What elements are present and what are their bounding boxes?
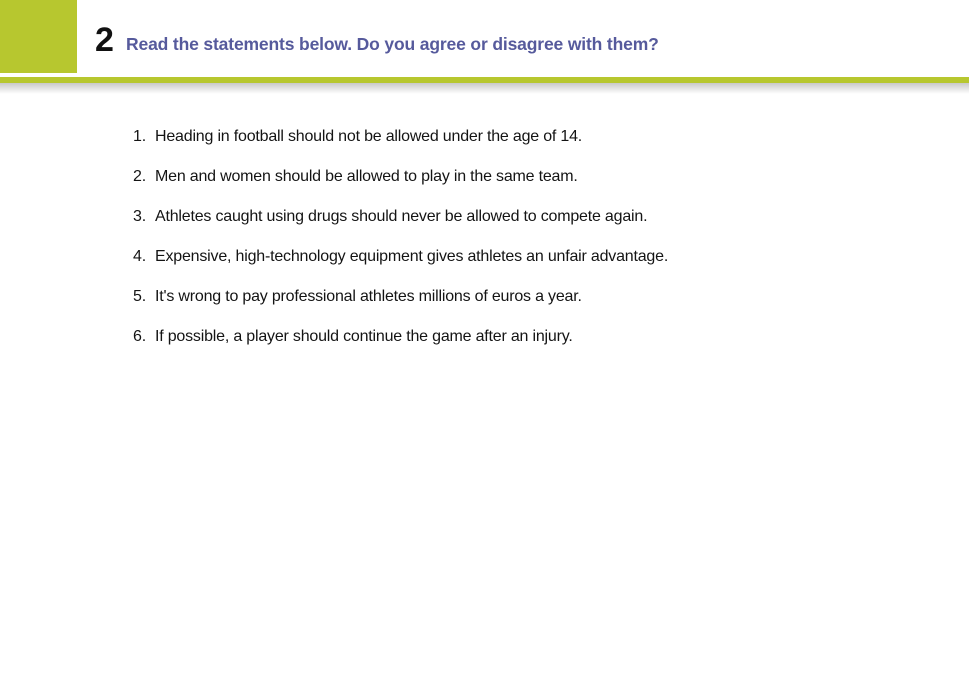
statement-item [133,127,668,147]
accent-corner-square [0,0,77,73]
statement-item [133,167,668,187]
statement-text: Athletes caught using drugs should never be allowed to compete again. [155,208,648,225]
statement-text: It's wrong to pay professional athletes millions of euros a year. [155,288,582,305]
statement-number: 1. [133,128,146,145]
statement-item [133,327,668,347]
statement-number: 2. [133,168,146,185]
exercise-number: 2 [95,21,114,59]
statement-number: 6. [133,328,146,345]
statement-number: 4. [133,248,146,265]
statement-number: 5. [133,288,146,305]
statement-text: Men and women should be allowed to play in the same team. [155,168,578,185]
exercise-instruction: Read the statements below. Do you agree or disagree with them? [126,34,659,54]
header-rule-shadow [0,83,969,94]
statement-item [133,207,668,227]
statement-text: Heading in football should not be allowed under the age of 14. [155,128,583,145]
statement-text: Expensive, high-technology equipment gives athletes an unfair advantage. [155,248,669,265]
statement-item [133,287,668,307]
statement-number: 3. [133,208,146,225]
statement-item [133,247,668,267]
statements-list [133,127,668,347]
statement-text: If possible, a player should continue the game after an injury. [155,328,573,345]
